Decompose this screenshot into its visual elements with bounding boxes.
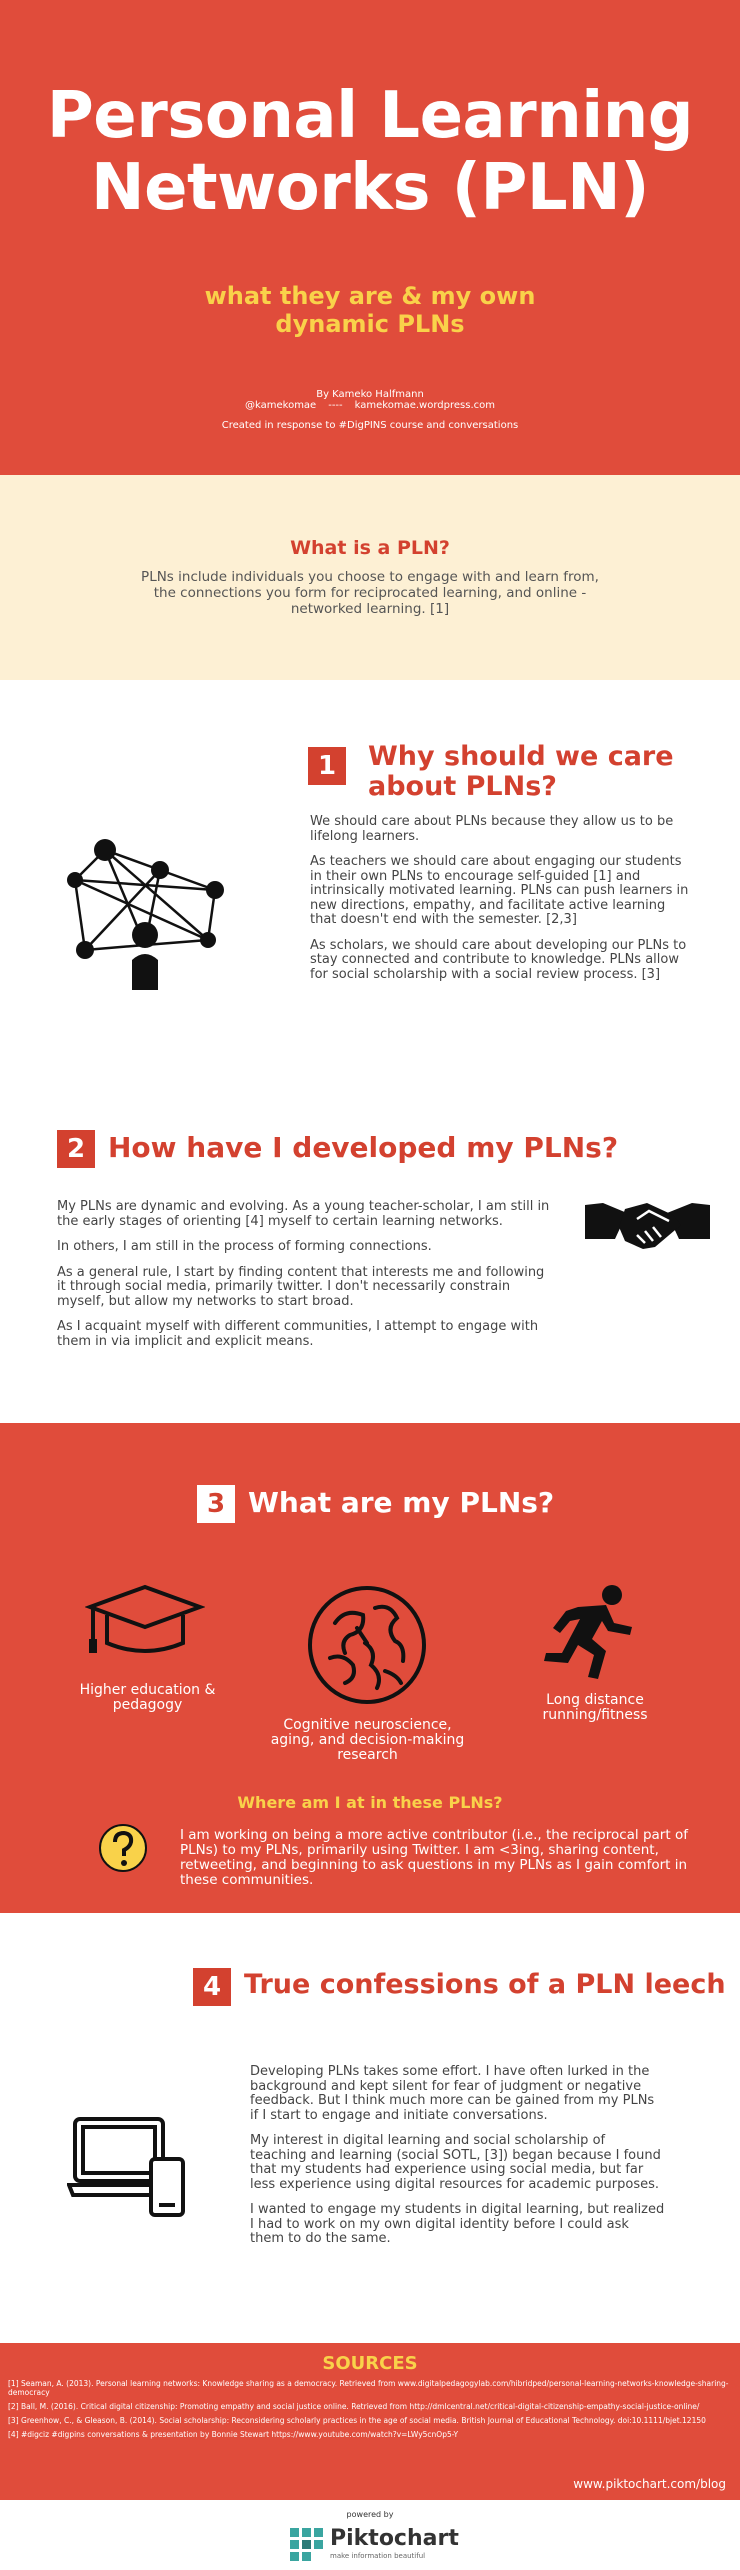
- sources-heading: SOURCES: [322, 2353, 418, 2374]
- section-1-paragraph-3: As scholars, we should care about developing our PLNs to stay connected and contribute to knowledge. PLNs allow for social scholarship with a social review process. [3]: [310, 937, 687, 982]
- blog-link[interactable]: www.piktochart.com/blog: [573, 2477, 726, 2491]
- section-2-paragraph-3: As a general rule, I start by finding content that interests me and following it through social media, primarily twitter. I don't necessarily constrain myself, but allow my networks to start broad.: [57, 1264, 545, 1309]
- page-title: [0, 80, 740, 224]
- section-4-paragraph-2: My interest in digital learning and social scholarship of teaching and learning (social SOTL, [3]) began because I found that my students had experience using social media, but far less experience using digital resources for academic purposes.: [250, 2133, 661, 2192]
- subtitle-line-1: what they are & my own: [204, 282, 536, 310]
- source-item: [3] Greenhow, C., & Gleason, B. (2014). Social scholarship: Reconsidering scholarly practices in the age of social media. British Journal of Educational Technology. doi:10.1111/bjet.12150: [8, 2416, 706, 2425]
- handle-separator: ----: [328, 400, 343, 411]
- section-2-paragraph-2: In others, I am still in the process of forming connections.: [57, 1239, 432, 1254]
- brain-icon: [305, 1583, 430, 1708]
- what-is-heading: What is a PLN?: [290, 537, 450, 559]
- section-1-title-line-1: Why should we care: [368, 741, 674, 772]
- where-text: I am working on being a more active contributor (i.e., the reciprocal part of PLNs) to my PLNs, primarily using Twitter. I am <3ing, sharing content, retweeting, and beginning to ask questions in my PLNs as I gain comfort in these communities.: [180, 1827, 688, 1888]
- where-heading: Where am I at in these PLNs?: [237, 1793, 503, 1812]
- devices-icon: [67, 2113, 192, 2218]
- section-1-paragraph-1: We should care about PLNs because they allow us to be lifelong learners.: [310, 814, 674, 844]
- piktochart-logo-icon: [290, 2528, 324, 2562]
- section-1-body: [310, 815, 695, 993]
- title-line-1: Personal Learning: [46, 79, 694, 153]
- section-1-number: 1: [308, 747, 346, 785]
- section-2-body: [57, 1200, 552, 1360]
- what-is-section: [0, 475, 740, 680]
- section-3-title: What are my PLNs?: [248, 1486, 555, 1519]
- section-1-title-line-2: about PLNs?: [368, 771, 557, 802]
- source-item: [2] Ball, M. (2016). Critical digital citizenship: Promoting empathy and social justice online. Retrieved from http://dmlcentral.net/critical-digital-citizenship-empathy-social-justice-online/: [8, 2402, 700, 2411]
- piktochart-tagline: make information beautiful: [330, 2552, 426, 2560]
- source-item: [1] Seaman, A. (2013). Personal learning networks: Knowledge sharing as a democracy. Retrieved from www.digitalpedagogylab.com/hibridped/personal-learning-networks-knowledge-sharing-democracy: [8, 2379, 729, 2397]
- sources-list: [8, 2379, 732, 2444]
- section-2-paragraph-1: My PLNs are dynamic and evolving. As a young teacher-scholar, I am still in the early stages of orienting [4] myself to certain learning networks.: [57, 1199, 550, 1229]
- handshake-icon: [585, 1195, 710, 1255]
- author-byline: By Kameko Halfmann: [316, 389, 424, 400]
- hero-banner: [0, 0, 740, 475]
- section-1-paragraph-2: As teachers we should care about engaging our students in their own PLNs to encourage self-guided [1] and intrinsically motivated learning. PLNs can push learners in new directions, empathy, and facilitate active learning that doesn't end with the semester. [2,3]: [310, 854, 689, 927]
- section-1-title: [368, 742, 674, 802]
- subtitle-line-2: dynamic PLNs: [275, 310, 465, 338]
- section-4-paragraph-3: I wanted to engage my students in digital learning, but realized I had to work on my own digital identity before I could ask them to do the same.: [250, 2202, 665, 2246]
- section-4-body: [250, 2065, 665, 2258]
- website-link: kamekomae.wordpress.com: [354, 400, 495, 411]
- source-item: [4] #digciz #digpins conversations & presentation by Bonnie Stewart https://www.youtube.com/watch?v=LWy5cnOp5-Y: [8, 2430, 459, 2439]
- pln-item-running: Long distance running/fitness: [542, 1692, 648, 1723]
- author-handles: [0, 400, 740, 411]
- section-4-number: 4: [193, 1968, 231, 2006]
- created-note: Created in response to #DigPINS course and conversations: [221, 420, 519, 431]
- powered-by-label: powered by: [346, 2510, 394, 2519]
- pln-item-neuroscience: Cognitive neuroscience, aging, and decision-making research: [270, 1717, 465, 1763]
- section-2-number: 2: [57, 1130, 95, 1168]
- piktochart-brand: Piktochart: [330, 2526, 459, 2551]
- section-2-title: How have I developed my PLNs?: [108, 1131, 619, 1164]
- section-my-plns: [0, 1423, 740, 1913]
- runner-icon: [540, 1583, 640, 1683]
- pln-item-higher-ed: Higher education & pedagogy: [79, 1682, 216, 1713]
- twitter-handle: @kamekomae: [245, 400, 317, 411]
- section-3-number: 3: [197, 1485, 235, 1523]
- title-line-2: Networks (PLN): [91, 151, 649, 225]
- what-is-text: PLNs include individuals you choose to engage with and learn from, the connections you form for reciprocated learning, and online - networked learning. [1]: [141, 569, 599, 617]
- sources-section: [0, 2343, 740, 2500]
- section-4-paragraph-1: Developing PLNs takes some effort. I have often lurked in the background and kept silent for fear of judgment or negative feedback. But I think much more can be gained from my PLNs if I start to engage and initiate conversations.: [250, 2064, 655, 2123]
- page-subtitle: [0, 282, 740, 338]
- footer: [0, 2500, 740, 2570]
- piktochart-logo[interactable]: [290, 2526, 459, 2562]
- network-icon: [60, 830, 240, 995]
- section-4-title: True confessions of a PLN leech: [244, 1969, 726, 2000]
- graduation-cap-icon: [85, 1583, 205, 1663]
- section-2-paragraph-4: As I acquaint myself with different communities, I attempt to engage with them in via implicit and explicit means.: [57, 1319, 539, 1349]
- question-mark-icon: [98, 1823, 148, 1873]
